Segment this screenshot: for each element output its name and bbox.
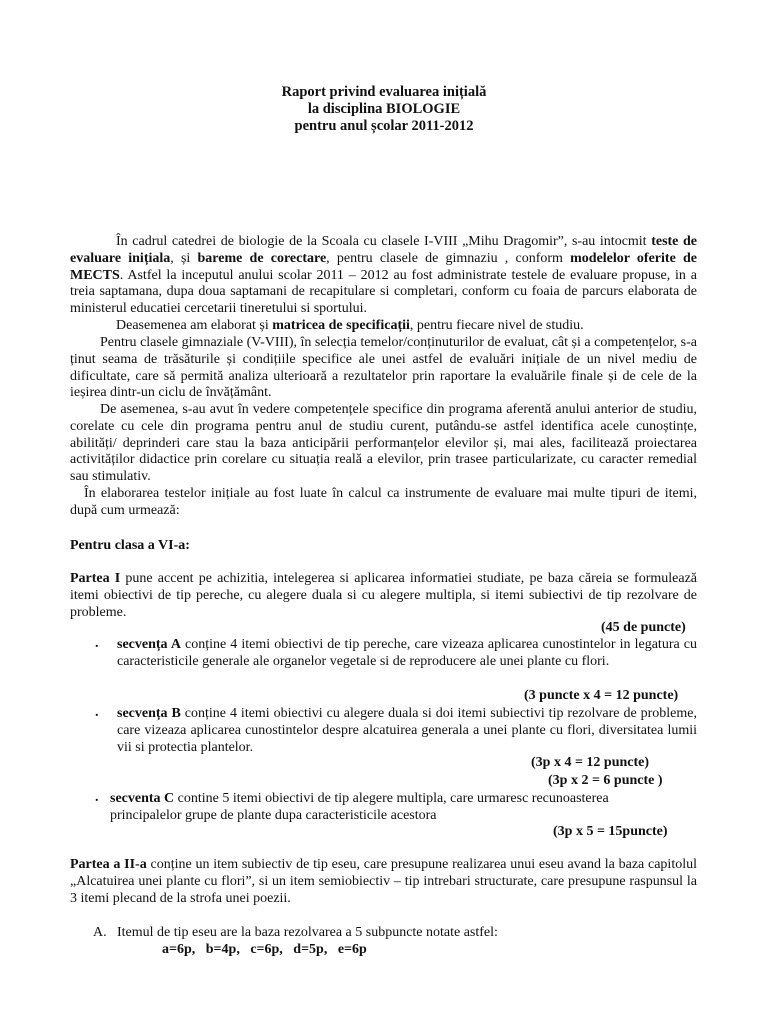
intro-paragraph-4: De asemenea, s-au avut în vedere competențele specifice din programa aferentă anului anterior de studiu, corelate cu cele din programa pentru anul de studiu curent, putându-se astfel identifica acele cunoștințe, abilități/ deprinderi care stau la baza anticipării performanțelor elevilor și, mai ales, facilitează proiectarea activităților didactice prin corelare cu situația reală a elevilor, prin trasee particularizate, cu caracter remedial sau stimulativ.	[70, 402, 697, 485]
part1-paragraph: Partea I pune accent pe achizitia, intelegerea si aplicarea informatiei studiate, pe baza căreia se formulează itemi obiectivi de tip pereche, cu alegere duala si cu alegere multipla, si itemi subiectivi de tip rezolvare de probleme.	[70, 571, 698, 620]
seq-b-paragraph: secvența B conține 4 itemi obiectivi cu alegere duala si doi itemi subiectivi tip rezolvare de probleme, care vizeaza aplicarea cunostintelor despre alcatuirea generala a unei plante cu flori, diversitatea lumii vii si protectia plantelor.	[117, 706, 697, 755]
intro-paragraph-1: În cadrul catedrei de biologie de la Scoala cu clasele I-VIII „Mihu Dragomir”, s-au intocmit teste de evaluare inițiala, și bareme de corectare, pentru clasele de gimnaziu , conform modelelor oferite de MECTS. Astfel la inceputul anului scolar 2011 – 2012 au fost administrate testele de evaluare propuse, in a treia saptamana, dupa doua saptamani de recapitulare si completari, conform cu foaia de parcurs elaborata de ministerul educatiei cercetarii tineretului si sportului.	[70, 234, 697, 317]
part1-points: (45 de puncte)	[601, 620, 686, 635]
seq-c-points: (3p x 5 = 15puncte)	[553, 824, 668, 839]
seq-a-paragraph: secvența A conține 4 itemi obiectivi de tip pereche, care vizeaza aplicarea cunostintelor in legatura cu caracteristicile generale ale organelor vegetale si de reproducere ale unei plante cu flori.	[117, 637, 697, 669]
intro-paragraph-5: În elaborarea testelor inițiale au fost luate în calcul ca instrumente de evaluare mai multe tipuri de itemi, după cum urmează:	[70, 486, 697, 518]
seq-c-paragraph: secventa C contine 5 itemi obiectivi de tip alegere multipla, care urmaresc recunoasterea principalelor grupe de plante dupa caracteristicile acestora	[110, 791, 609, 823]
bullet-seq-c: .	[95, 790, 99, 805]
item-a-text: Itemul de tip eseu are la baza rezolvarea a 5 subpuncte notate astfel:	[117, 925, 498, 940]
title-line-1: Raport privind evaluarea inițială	[281, 84, 487, 100]
item-a-scores: a=6p, b=4p, c=6p, d=5p, e=6p	[162, 942, 367, 957]
item-a-marker: A.	[93, 925, 107, 940]
class-heading: Pentru clasa a VI-a:	[70, 538, 190, 553]
title-line-3: pentru anul școlar 2011-2012	[294, 118, 474, 134]
intro-paragraph-2: Deasemenea am elaborat și matricea de specificații, pentru fiecare nivel de studiu.	[116, 318, 584, 333]
intro-paragraph-3: Pentru clasele gimnaziale (V-VIII), în selecția temelor/conținuturilor de evaluat, cât și a competențelor, s-a ținut seama de trăsăturile și condițiile specifice ale unei astfel de evaluări inițiale de un nivel mediu de dificultate, care să permită analiza ulterioară a rezultatelor prin raportare la evaluările finale și de cele de la ieșirea dintr-un ciclu de învățământ.	[70, 335, 697, 401]
seq-a-points: (3 puncte x 4 = 12 puncte)	[524, 688, 679, 703]
part2-paragraph: Partea a II-a conține un item subiectiv de tip eseu, care presupune realizarea unui eseu avand la baza capitolul „Alcatuirea unei plante cu flori”, si un item semiobiectiv – tip intrebari structurate, care presupune raspunsul la 3 itemi plecand de la strofa unei poezii.	[70, 857, 697, 906]
bullet-seq-b: .	[95, 705, 99, 720]
title-line-2: la disciplina BIOLOGIE	[307, 101, 461, 117]
seq-b-points-1: (3p x 4 = 12 puncte)	[531, 755, 650, 770]
seq-b-points-2: (3p x 2 = 6 puncte )	[548, 773, 663, 788]
bullet-seq-a: .	[95, 636, 99, 651]
